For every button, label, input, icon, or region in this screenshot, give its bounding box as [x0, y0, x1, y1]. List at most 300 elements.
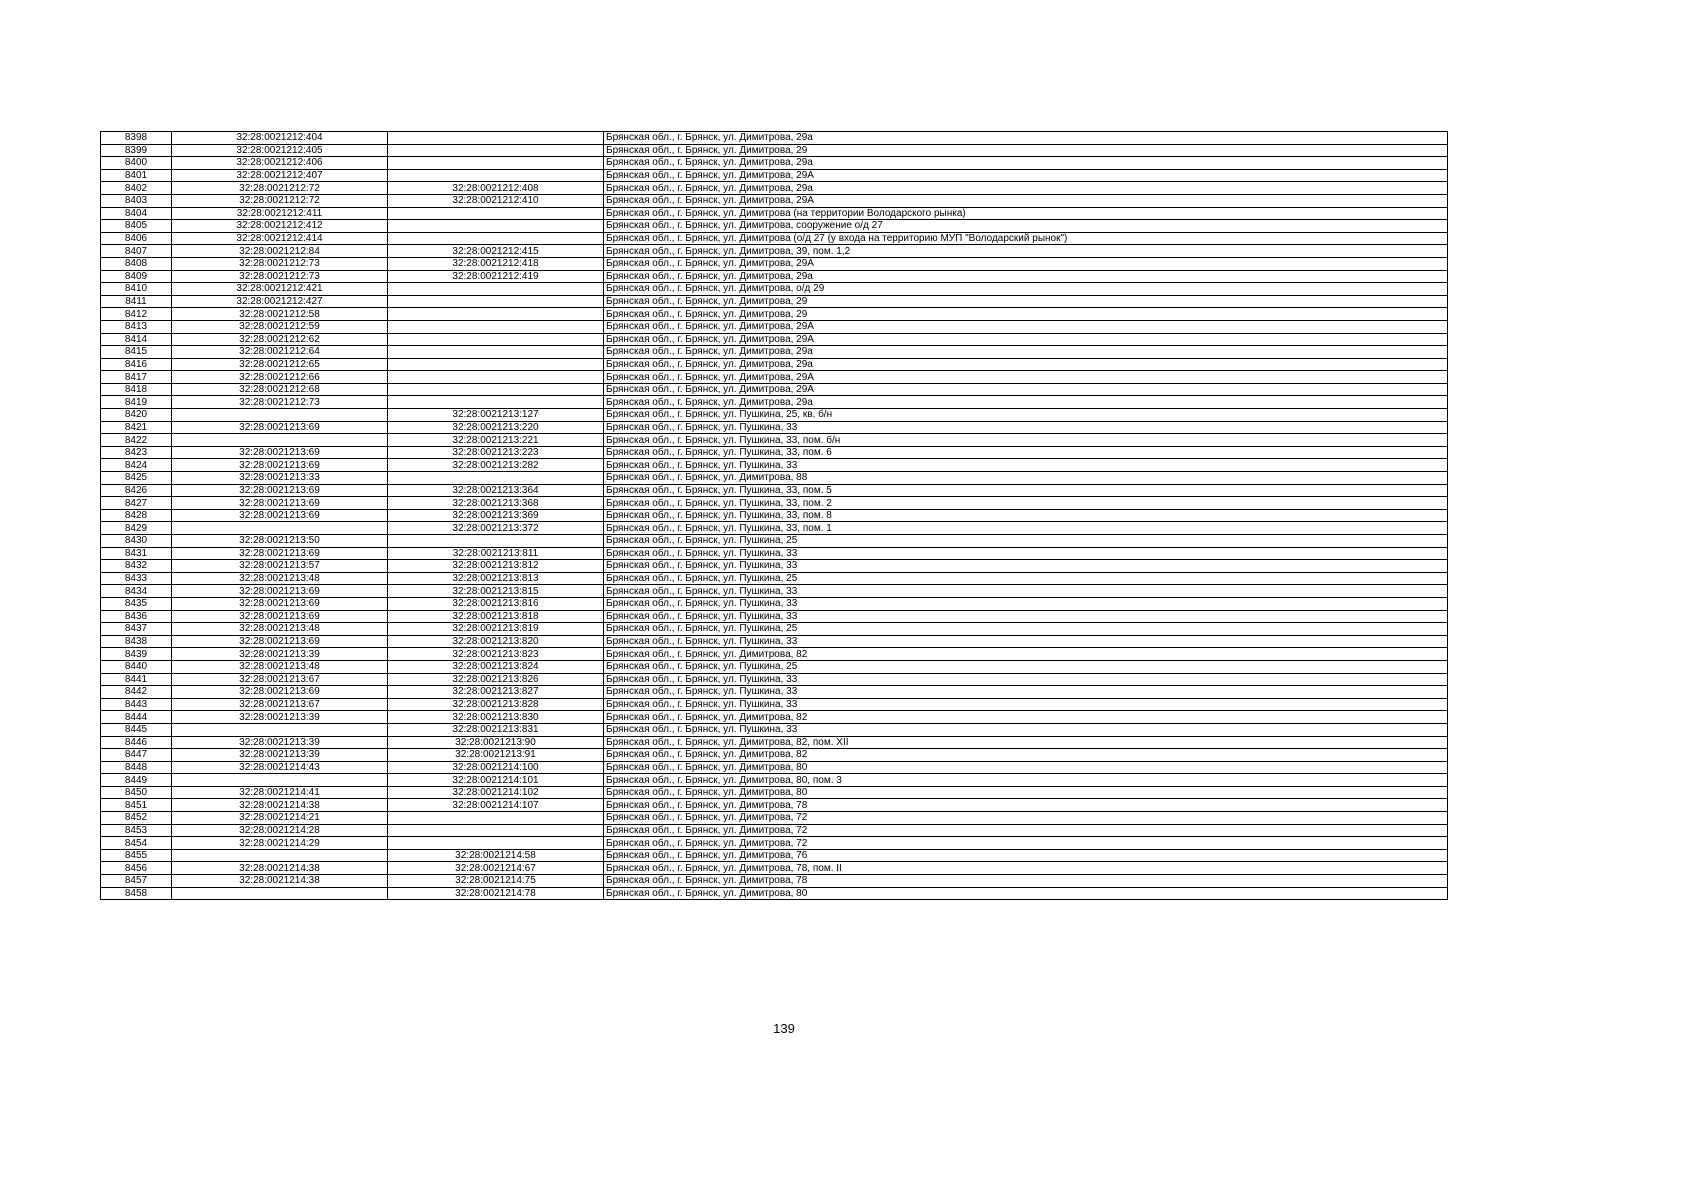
parent-cadastral-number-cell: 32:28:0021213:39 [172, 711, 388, 724]
address-cell: Брянская обл., г. Брянск, ул. Пушкина, 25 [604, 572, 1448, 585]
parent-cadastral-number-cell [172, 887, 388, 900]
parent-cadastral-number-cell: 32:28:0021213:69 [172, 459, 388, 472]
parent-cadastral-number-cell: 32:28:0021212:84 [172, 245, 388, 258]
cadastral-number-cell: 32:28:0021214:67 [388, 862, 604, 875]
table-row [101, 849, 1448, 862]
parent-cadastral-number-cell: 32:28:0021212:421 [172, 283, 388, 296]
cadastral-number-cell [388, 144, 604, 157]
parent-cadastral-number-cell: 32:28:0021214:38 [172, 799, 388, 812]
table-row [101, 837, 1448, 850]
cadastral-number-cell: 32:28:0021214:102 [388, 786, 604, 799]
table-row [101, 132, 1448, 145]
address-cell: Брянская обл., г. Брянск, ул. Димитрова, 29А [604, 333, 1448, 346]
address-cell: Брянская обл., г. Брянск, ул. Димитрова, 29А [604, 383, 1448, 396]
cadastral-number-cell: 32:28:0021212:418 [388, 257, 604, 270]
parent-cadastral-number-cell [172, 522, 388, 535]
parent-cadastral-number-cell: 32:28:0021212:73 [172, 396, 388, 409]
cadastral-number-cell [388, 320, 604, 333]
cadastral-number-cell: 32:28:0021213:827 [388, 686, 604, 699]
cadastral-number-cell: 32:28:0021213:223 [388, 446, 604, 459]
address-cell: Брянская обл., г. Брянск, ул. Пушкина, 33 [604, 635, 1448, 648]
address-cell: Брянская обл., г. Брянск, ул. Пушкина, 33, пом. 8 [604, 509, 1448, 522]
row-number-cell: 8408 [101, 257, 172, 270]
address-cell: Брянская обл., г. Брянск, ул. Димитрова, 29А [604, 320, 1448, 333]
table-row [101, 308, 1448, 321]
cadastral-number-cell [388, 472, 604, 485]
address-cell: Брянская обл., г. Брянск, ул. Пушкина, 25 [604, 660, 1448, 673]
cadastral-number-cell [388, 346, 604, 359]
cadastral-number-cell: 32:28:0021213:364 [388, 484, 604, 497]
cadastral-number-cell: 32:28:0021213:831 [388, 723, 604, 736]
cadastral-number-cell: 32:28:0021212:408 [388, 182, 604, 195]
address-cell: Брянская обл., г. Брянск, ул. Димитрова, 76 [604, 849, 1448, 862]
parent-cadastral-number-cell: 32:28:0021213:69 [172, 497, 388, 510]
row-number-cell: 8458 [101, 887, 172, 900]
row-number-cell: 8420 [101, 409, 172, 422]
parent-cadastral-number-cell: 32:28:0021213:69 [172, 686, 388, 699]
table-row [101, 459, 1448, 472]
address-cell: Брянская обл., г. Брянск, ул. Димитрова, 29 [604, 308, 1448, 321]
address-cell: Брянская обл., г. Брянск, ул. Димитрова, 78 [604, 799, 1448, 812]
row-number-cell: 8411 [101, 295, 172, 308]
row-number-cell: 8428 [101, 509, 172, 522]
address-cell: Брянская обл., г. Брянск, ул. Димитрова, 72 [604, 824, 1448, 837]
cadastral-number-cell: 32:28:0021214:101 [388, 774, 604, 787]
parent-cadastral-number-cell [172, 409, 388, 422]
cadastral-number-cell [388, 232, 604, 245]
address-cell: Брянская обл., г. Брянск, ул. Димитрова (на территории Володарского рынка) [604, 207, 1448, 220]
parent-cadastral-number-cell: 32:28:0021212:72 [172, 182, 388, 195]
table-row [101, 472, 1448, 485]
parent-cadastral-number-cell: 32:28:0021213:69 [172, 610, 388, 623]
table-row [101, 736, 1448, 749]
row-number-cell: 8434 [101, 585, 172, 598]
row-number-cell: 8398 [101, 132, 172, 145]
address-cell: Брянская обл., г. Брянск, ул. Димитрова, 78 [604, 875, 1448, 888]
table-row [101, 610, 1448, 623]
table-row [101, 597, 1448, 610]
cadastral-number-cell [388, 535, 604, 548]
row-number-cell: 8410 [101, 283, 172, 296]
row-number-cell: 8406 [101, 232, 172, 245]
cadastral-number-cell [388, 295, 604, 308]
row-number-cell: 8409 [101, 270, 172, 283]
parent-cadastral-number-cell: 32:28:0021213:69 [172, 597, 388, 610]
cadastral-number-cell [388, 283, 604, 296]
table-row [101, 862, 1448, 875]
cadastral-number-cell: 32:28:0021214:78 [388, 887, 604, 900]
cadastral-number-cell [388, 824, 604, 837]
parent-cadastral-number-cell: 32:28:0021213:57 [172, 560, 388, 573]
table-row [101, 535, 1448, 548]
table-row [101, 560, 1448, 573]
table-row [101, 749, 1448, 762]
cadastral-number-cell: 32:28:0021213:220 [388, 421, 604, 434]
table-row [101, 333, 1448, 346]
cadastral-number-cell: 32:28:0021212:419 [388, 270, 604, 283]
cadastral-number-cell: 32:28:0021214:75 [388, 875, 604, 888]
cadastral-number-cell: 32:28:0021213:90 [388, 736, 604, 749]
parent-cadastral-number-cell: 32:28:0021213:48 [172, 623, 388, 636]
table-row [101, 421, 1448, 434]
cadastral-number-cell: 32:28:0021213:813 [388, 572, 604, 585]
cadastral-number-cell [388, 132, 604, 145]
parent-cadastral-number-cell: 32:28:0021214:21 [172, 812, 388, 825]
cadastral-number-cell [388, 308, 604, 321]
row-number-cell: 8419 [101, 396, 172, 409]
address-cell: Брянская обл., г. Брянск, ул. Димитрова, 72 [604, 837, 1448, 850]
address-cell: Брянская обл., г. Брянск, ул. Димитрова, 29А [604, 371, 1448, 384]
address-cell: Брянская обл., г. Брянск, ул. Пушкина, 33 [604, 686, 1448, 699]
cadastral-number-cell: 32:28:0021213:368 [388, 497, 604, 510]
address-cell: Брянская обл., г. Брянск, ул. Димитрова, 29а [604, 182, 1448, 195]
address-cell: Брянская обл., г. Брянск, ул. Пушкина, 25 [604, 535, 1448, 548]
table-row [101, 572, 1448, 585]
table-row [101, 194, 1448, 207]
address-cell: Брянская обл., г. Брянск, ул. Димитрова, 88 [604, 472, 1448, 485]
parent-cadastral-number-cell: 32:28:0021212:407 [172, 169, 388, 182]
address-cell: Брянская обл., г. Брянск, ул. Димитрова (о/д 27 (у входа на территорию МУП "Володарский рынок") [604, 232, 1448, 245]
table-row [101, 409, 1448, 422]
cadastral-number-cell: 32:28:0021213:91 [388, 749, 604, 762]
cadastral-number-cell [388, 371, 604, 384]
row-number-cell: 8449 [101, 774, 172, 787]
row-number-cell: 8404 [101, 207, 172, 220]
address-cell: Брянская обл., г. Брянск, ул. Пушкина, 33 [604, 610, 1448, 623]
parent-cadastral-number-cell: 32:28:0021212:66 [172, 371, 388, 384]
cadastral-number-cell: 32:28:0021213:819 [388, 623, 604, 636]
row-number-cell: 8437 [101, 623, 172, 636]
address-cell: Брянская обл., г. Брянск, ул. Пушкина, 33, пом. 1 [604, 522, 1448, 535]
table-row [101, 346, 1448, 359]
table-row [101, 232, 1448, 245]
address-cell: Брянская обл., г. Брянск, ул. Димитрова, 29а [604, 270, 1448, 283]
row-number-cell: 8401 [101, 169, 172, 182]
cadastral-number-cell: 32:28:0021214:58 [388, 849, 604, 862]
parent-cadastral-number-cell: 32:28:0021212:72 [172, 194, 388, 207]
parent-cadastral-number-cell: 32:28:0021213:39 [172, 749, 388, 762]
row-number-cell: 8451 [101, 799, 172, 812]
address-cell: Брянская обл., г. Брянск, ул. Пушкина, 33 [604, 547, 1448, 560]
row-number-cell: 8432 [101, 560, 172, 573]
row-number-cell: 8399 [101, 144, 172, 157]
table-row [101, 799, 1448, 812]
row-number-cell: 8456 [101, 862, 172, 875]
address-cell: Брянская обл., г. Брянск, ул. Димитрова, 80 [604, 761, 1448, 774]
table-row [101, 673, 1448, 686]
table-row [101, 698, 1448, 711]
cadastral-number-cell: 32:28:0021213:369 [388, 509, 604, 522]
address-cell: Брянская обл., г. Брянск, ул. Димитрова, 29а [604, 396, 1448, 409]
parent-cadastral-number-cell: 32:28:0021212:59 [172, 320, 388, 333]
table-row [101, 207, 1448, 220]
address-cell: Брянская обл., г. Брянск, ул. Димитрова, 29а [604, 157, 1448, 170]
parent-cadastral-number-cell: 32:28:0021212:412 [172, 220, 388, 233]
parent-cadastral-number-cell: 32:28:0021212:427 [172, 295, 388, 308]
table-row [101, 786, 1448, 799]
row-number-cell: 8435 [101, 597, 172, 610]
parent-cadastral-number-cell: 32:28:0021213:67 [172, 698, 388, 711]
row-number-cell: 8452 [101, 812, 172, 825]
table-row [101, 648, 1448, 661]
row-number-cell: 8431 [101, 547, 172, 560]
parent-cadastral-number-cell: 32:28:0021213:69 [172, 547, 388, 560]
row-number-cell: 8403 [101, 194, 172, 207]
parent-cadastral-number-cell: 32:28:0021213:69 [172, 421, 388, 434]
row-number-cell: 8453 [101, 824, 172, 837]
table-row [101, 295, 1448, 308]
row-number-cell: 8438 [101, 635, 172, 648]
cadastral-number-cell: 32:28:0021213:818 [388, 610, 604, 623]
address-cell: Брянская обл., г. Брянск, ул. Димитрова, о/д 29 [604, 283, 1448, 296]
parent-cadastral-number-cell: 32:28:0021212:414 [172, 232, 388, 245]
table-row [101, 585, 1448, 598]
parent-cadastral-number-cell: 32:28:0021212:65 [172, 358, 388, 371]
table-row [101, 660, 1448, 673]
cadastral-number-cell [388, 207, 604, 220]
row-number-cell: 8439 [101, 648, 172, 661]
cadastral-number-cell: 32:28:0021213:815 [388, 585, 604, 598]
table-row [101, 522, 1448, 535]
table-row [101, 434, 1448, 447]
table-row [101, 144, 1448, 157]
cadastral-number-cell: 32:28:0021212:410 [388, 194, 604, 207]
parent-cadastral-number-cell: 32:28:0021213:67 [172, 673, 388, 686]
table-row [101, 446, 1448, 459]
parent-cadastral-number-cell: 32:28:0021212:404 [172, 132, 388, 145]
parent-cadastral-number-cell: 32:28:0021212:411 [172, 207, 388, 220]
cadastral-number-cell: 32:28:0021213:282 [388, 459, 604, 472]
row-number-cell: 8440 [101, 660, 172, 673]
row-number-cell: 8445 [101, 723, 172, 736]
cadastral-number-cell: 32:28:0021213:816 [388, 597, 604, 610]
parent-cadastral-number-cell: 32:28:0021213:69 [172, 446, 388, 459]
row-number-cell: 8450 [101, 786, 172, 799]
row-number-cell: 8442 [101, 686, 172, 699]
address-cell: Брянская обл., г. Брянск, ул. Пушкина, 33 [604, 560, 1448, 573]
address-cell: Брянская обл., г. Брянск, ул. Димитрова, сооружение о/д 27 [604, 220, 1448, 233]
parent-cadastral-number-cell: 32:28:0021214:28 [172, 824, 388, 837]
row-number-cell: 8423 [101, 446, 172, 459]
row-number-cell: 8455 [101, 849, 172, 862]
row-number-cell: 8412 [101, 308, 172, 321]
table-row [101, 686, 1448, 699]
address-cell: Брянская обл., г. Брянск, ул. Димитрова, 29А [604, 169, 1448, 182]
table-row [101, 761, 1448, 774]
cadastral-number-cell: 32:28:0021214:100 [388, 761, 604, 774]
table-row [101, 257, 1448, 270]
cadastral-number-cell: 32:28:0021214:107 [388, 799, 604, 812]
table-row [101, 245, 1448, 258]
address-cell: Брянская обл., г. Брянск, ул. Димитрова, 82 [604, 749, 1448, 762]
parent-cadastral-number-cell: 32:28:0021214:38 [172, 862, 388, 875]
parent-cadastral-number-cell: 32:28:0021213:69 [172, 509, 388, 522]
address-cell: Брянская обл., г. Брянск, ул. Димитрова, 82, пом. XII [604, 736, 1448, 749]
table-row [101, 824, 1448, 837]
parent-cadastral-number-cell: 32:28:0021212:64 [172, 346, 388, 359]
table-row [101, 270, 1448, 283]
parent-cadastral-number-cell [172, 774, 388, 787]
row-number-cell: 8421 [101, 421, 172, 434]
parent-cadastral-number-cell: 32:28:0021214:38 [172, 875, 388, 888]
row-number-cell: 8447 [101, 749, 172, 762]
cadastral-number-cell [388, 812, 604, 825]
parent-cadastral-number-cell: 32:28:0021213:39 [172, 736, 388, 749]
cadastral-number-cell: 32:28:0021213:826 [388, 673, 604, 686]
row-number-cell: 8448 [101, 761, 172, 774]
row-number-cell: 8416 [101, 358, 172, 371]
row-number-cell: 8400 [101, 157, 172, 170]
address-cell: Брянская обл., г. Брянск, ул. Димитрова, 29а [604, 346, 1448, 359]
cadastral-number-cell: 32:28:0021213:824 [388, 660, 604, 673]
row-number-cell: 8427 [101, 497, 172, 510]
cadastral-number-cell: 32:28:0021213:127 [388, 409, 604, 422]
address-cell: Брянская обл., г. Брянск, ул. Димитрова, 80, пом. 3 [604, 774, 1448, 787]
table-row [101, 182, 1448, 195]
parent-cadastral-number-cell [172, 723, 388, 736]
cadastral-number-cell [388, 220, 604, 233]
address-cell: Брянская обл., г. Брянск, ул. Димитрова, 29А [604, 257, 1448, 270]
address-cell: Брянская обл., г. Брянск, ул. Димитрова, 29а [604, 132, 1448, 145]
cadastral-number-cell: 32:28:0021212:415 [388, 245, 604, 258]
table-body [101, 132, 1448, 900]
row-number-cell: 8402 [101, 182, 172, 195]
parent-cadastral-number-cell: 32:28:0021213:48 [172, 660, 388, 673]
parent-cadastral-number-cell: 32:28:0021212:406 [172, 157, 388, 170]
table-row [101, 547, 1448, 560]
table-row [101, 635, 1448, 648]
address-cell: Брянская обл., г. Брянск, ул. Димитрова, 29а [604, 358, 1448, 371]
cadastral-number-cell: 32:28:0021213:820 [388, 635, 604, 648]
table-row [101, 283, 1448, 296]
parent-cadastral-number-cell: 32:28:0021212:405 [172, 144, 388, 157]
parent-cadastral-number-cell: 32:28:0021213:50 [172, 535, 388, 548]
cadastral-number-cell: 32:28:0021213:221 [388, 434, 604, 447]
row-number-cell: 8443 [101, 698, 172, 711]
row-number-cell: 8454 [101, 837, 172, 850]
cadastral-number-cell [388, 396, 604, 409]
parent-cadastral-number-cell: 32:28:0021212:62 [172, 333, 388, 346]
table-row [101, 371, 1448, 384]
row-number-cell: 8426 [101, 484, 172, 497]
address-cell: Брянская обл., г. Брянск, ул. Димитрова, 39, пом. 1,2 [604, 245, 1448, 258]
row-number-cell: 8415 [101, 346, 172, 359]
table-row [101, 774, 1448, 787]
table-row [101, 887, 1448, 900]
cadastral-number-cell [388, 837, 604, 850]
cadastral-number-cell: 32:28:0021213:811 [388, 547, 604, 560]
row-number-cell: 8429 [101, 522, 172, 535]
row-number-cell: 8436 [101, 610, 172, 623]
row-number-cell: 8414 [101, 333, 172, 346]
cadastral-number-cell [388, 157, 604, 170]
address-cell: Брянская обл., г. Брянск, ул. Димитрова, 82 [604, 711, 1448, 724]
row-number-cell: 8444 [101, 711, 172, 724]
parent-cadastral-number-cell: 32:28:0021213:39 [172, 648, 388, 661]
cadastral-number-cell [388, 358, 604, 371]
row-number-cell: 8413 [101, 320, 172, 333]
parent-cadastral-number-cell: 32:28:0021212:58 [172, 308, 388, 321]
table-row [101, 623, 1448, 636]
address-cell: Брянская обл., г. Брянск, ул. Димитрова, 78, пом. II [604, 862, 1448, 875]
row-number-cell: 8407 [101, 245, 172, 258]
table-row [101, 875, 1448, 888]
parent-cadastral-number-cell: 32:28:0021214:41 [172, 786, 388, 799]
table-row [101, 711, 1448, 724]
table-row [101, 169, 1448, 182]
cadastral-number-cell [388, 383, 604, 396]
parent-cadastral-number-cell: 32:28:0021212:73 [172, 257, 388, 270]
address-cell: Брянская обл., г. Брянск, ул. Пушкина, 33, пом. 2 [604, 497, 1448, 510]
table-row [101, 484, 1448, 497]
table-row [101, 723, 1448, 736]
cadastral-number-cell [388, 333, 604, 346]
parent-cadastral-number-cell: 32:28:0021212:68 [172, 383, 388, 396]
row-number-cell: 8424 [101, 459, 172, 472]
parent-cadastral-number-cell [172, 849, 388, 862]
address-cell: Брянская обл., г. Брянск, ул. Пушкина, 33 [604, 459, 1448, 472]
address-cell: Брянская обл., г. Брянск, ул. Димитрова, 29А [604, 194, 1448, 207]
row-number-cell: 8425 [101, 472, 172, 485]
table-row [101, 320, 1448, 333]
property-register-table [100, 131, 1448, 900]
parent-cadastral-number-cell: 32:28:0021213:69 [172, 635, 388, 648]
cadastral-number-cell: 32:28:0021213:812 [388, 560, 604, 573]
row-number-cell: 8422 [101, 434, 172, 447]
address-cell: Брянская обл., г. Брянск, ул. Пушкина, 33, пом. 6 [604, 446, 1448, 459]
address-cell: Брянская обл., г. Брянск, ул. Пушкина, 25 [604, 623, 1448, 636]
parent-cadastral-number-cell: 32:28:0021213:69 [172, 585, 388, 598]
parent-cadastral-number-cell: 32:28:0021214:43 [172, 761, 388, 774]
table-row [101, 383, 1448, 396]
address-cell: Брянская обл., г. Брянск, ул. Пушкина, 33 [604, 673, 1448, 686]
row-number-cell: 8457 [101, 875, 172, 888]
address-cell: Брянская обл., г. Брянск, ул. Пушкина, 25, кв. б/н [604, 409, 1448, 422]
cadastral-number-cell: 32:28:0021213:372 [388, 522, 604, 535]
parent-cadastral-number-cell: 32:28:0021212:73 [172, 270, 388, 283]
cadastral-number-cell [388, 169, 604, 182]
address-cell: Брянская обл., г. Брянск, ул. Пушкина, 33 [604, 585, 1448, 598]
cadastral-number-cell: 32:28:0021213:828 [388, 698, 604, 711]
address-cell: Брянская обл., г. Брянск, ул. Димитрова, 29 [604, 144, 1448, 157]
row-number-cell: 8430 [101, 535, 172, 548]
page-number: 139 [773, 1021, 795, 1036]
address-cell: Брянская обл., г. Брянск, ул. Димитрова, 72 [604, 812, 1448, 825]
table-row [101, 812, 1448, 825]
row-number-cell: 8417 [101, 371, 172, 384]
parent-cadastral-number-cell [172, 434, 388, 447]
parent-cadastral-number-cell: 32:28:0021213:48 [172, 572, 388, 585]
table-row [101, 157, 1448, 170]
table-row [101, 509, 1448, 522]
address-cell: Брянская обл., г. Брянск, ул. Димитрова, 80 [604, 786, 1448, 799]
row-number-cell: 8418 [101, 383, 172, 396]
row-number-cell: 8441 [101, 673, 172, 686]
row-number-cell: 8446 [101, 736, 172, 749]
address-cell: Брянская обл., г. Брянск, ул. Пушкина, 33 [604, 723, 1448, 736]
address-cell: Брянская обл., г. Брянск, ул. Димитрова, 80 [604, 887, 1448, 900]
table-row [101, 220, 1448, 233]
row-number-cell: 8433 [101, 572, 172, 585]
address-cell: Брянская обл., г. Брянск, ул. Пушкина, 33 [604, 421, 1448, 434]
parent-cadastral-number-cell: 32:28:0021213:33 [172, 472, 388, 485]
cadastral-number-cell: 32:28:0021213:823 [388, 648, 604, 661]
address-cell: Брянская обл., г. Брянск, ул. Димитрова, 82 [604, 648, 1448, 661]
table-row [101, 358, 1448, 371]
address-cell: Брянская обл., г. Брянск, ул. Пушкина, 33, пом. 5 [604, 484, 1448, 497]
table-row [101, 497, 1448, 510]
address-cell: Брянская обл., г. Брянск, ул. Пушкина, 33, пом. б/н [604, 434, 1448, 447]
